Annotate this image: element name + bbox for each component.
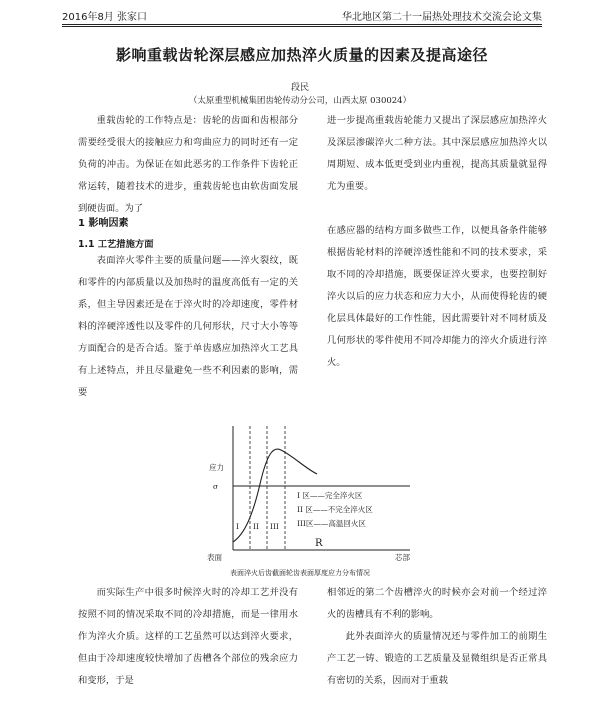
intro-left-text: 重载齿轮的工作特点是：齿轮的齿面和齿根部分需要经受很大的接触应力和弯曲应力的同时还有一定负荷的冲击。为保证在如此恶劣的工作条件下齿轮正常运转，随着技术的进步，重载齿轮也由软齿面发展到硬齿面。为了 — [78, 115, 298, 214]
body-right-2 — [327, 582, 547, 692]
body-left-2-text: 而实际生产中很多时候淬火时的冷却工艺并没有按照不同的情况采取不同的冷却措施，而是一律用水作为淬火介质。这样的工艺虽然可以达到淬火要求，但由于冷却速度较快增加了齿槽各个部位的残余应力和变形，于是 — [78, 587, 298, 686]
legend-item-2: II 区——不完全淬火区 — [297, 505, 373, 514]
body-right-2b-text: 此外表面淬火的质量情况还与零件加工的前期生产工艺一铸、锻造的工艺质量及显微组织是否正常具有密切的关系，因而对于重载 — [327, 631, 547, 686]
y-axis-symbol: σ — [213, 482, 219, 491]
body-left-2 — [78, 582, 298, 692]
running-header — [62, 8, 542, 24]
x-axis-symbol: R — [315, 538, 323, 549]
header-proceedings: 华北地区第二十一届热处理技术交流会论文集 — [342, 12, 542, 23]
body-right-1 — [327, 220, 547, 374]
affiliation: （太原重型机械集团齿轮传动分公司，山西太原 030024） — [188, 96, 412, 106]
header-rule — [62, 24, 542, 25]
x-axis-right-label: 芯部 — [395, 553, 410, 562]
intro-left — [78, 110, 298, 220]
author: 段民 — [290, 83, 309, 93]
paper-title: 影响重载齿轮深层感应加热淬火质量的因素及提高途径 — [115, 46, 488, 64]
figure-caption: 表面淬火后齿截面轮齿表面厚度应力分布情况 — [230, 569, 370, 577]
x-axis-left-label: 表面 — [207, 553, 222, 562]
legend-item-1: I 区——完全淬火区 — [297, 491, 363, 500]
zone-label-1: I — [236, 522, 239, 531]
section-heading-1: 1 影响因素 — [78, 218, 129, 229]
header-rule-2 — [62, 26, 542, 27]
body-left-1 — [78, 250, 298, 404]
body-right-2a-text: 相邻近的第二个齿槽淬火的时候亦会对前一个经过淬火的齿槽具有不利的影响。 — [327, 587, 547, 620]
zone-label-2: II — [253, 522, 259, 531]
section-heading-1-1: 1.1 工艺措施方面 — [78, 239, 154, 250]
y-axis-label: 应力 — [209, 463, 224, 472]
body-right-1-text: 在感应器的结构方面多做些工作，以便具备条件能够根据齿轮材料的淬硬淬透性能和不同的技术要求，采取不同的冷却措施，既要保证淬火要求，也要控制好淬火以后的应力状态和应力大小，从而使得轮齿的硬化层具体最好的工作性能，因此需要针对不同材质及几何形状的零件使用不同冷却能力的淬火介质进行淬火。 — [327, 225, 547, 368]
intro-right — [327, 110, 547, 198]
body-left-1-text: 表面淬火零件主要的质量问题——淬火裂纹，既和零件的内部质量以及加热时的温度高低有一定的关系，但主导因素还是在于淬火时的冷却速度，零件材料的淬硬淬透性以及零件的几何形状，尺寸大小等等方面配合的是否合适。鉴于单齿感应加热淬火工艺具有上述特点，并且尽量避免一些不利因素的影响，需要 — [78, 255, 298, 398]
stress-figure — [205, 424, 415, 564]
header-date-location: 2016年8月 张家口 — [62, 12, 147, 23]
legend-item-3: III区——高温回火区 — [297, 519, 366, 528]
zone-label-3: III — [270, 522, 279, 531]
intro-right-text: 进一步提高重载齿轮能力又提出了深层感应加热淬火及深层渗碳淬火二种方法。其中深层感应加热淬火以周期短、成本低更受到业内重视，提高其质量就显得尤为重要。 — [327, 115, 547, 192]
